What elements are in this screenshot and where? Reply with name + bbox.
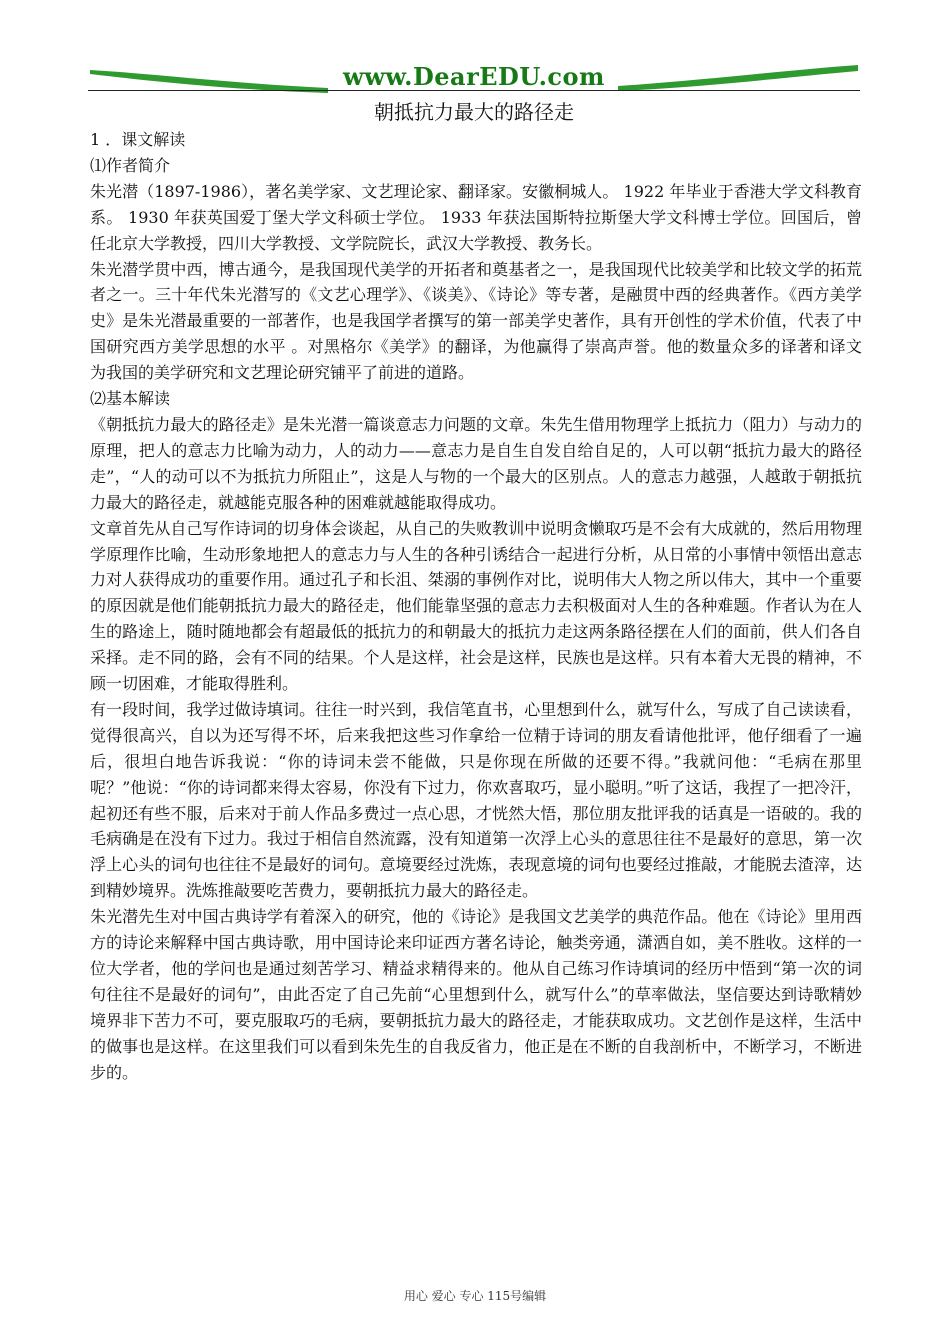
body-paragraph: 朱光潜（1897-1986），著名美学家、文艺理论家、翻译家。安徽桐城人。 1922 年毕业于香港大学文科教育系。 1930 年获英国爱丁堡大学文科硕士学位。 1933 年获法国斯特拉斯堡大学文科博士学位。回国后，曾任北京大学教授，四川大学教授、文学院院长，武汉大学教授、教务长。 [90, 181, 862, 253]
body-paragraph: 《朝抵抗力最大的路径走》是朱光潜一篇谈意志力问题的文章。朱先生借用物理学上抵抗力（阻力）与动力的原理，把人的意志力比喻为动力，人的动力——意志力是自生自发自给自足的，人可以朝“抵抗力最大的路径走”，“人的动可以不为抵抗力所阻止”，这是人与物的一个最大的区别点。人的意志力越强，人越敢于朝抵抗力最大的路径走，就越能克服各种的困难就越能取得成功。 [90, 414, 862, 512]
body-paragraph: 朱光潜先生对中国古典诗学有着深入的研究，他的《诗论》是我国文艺美学的典范作品。他在《诗论》里用西方的诗论来解释中国古典诗歌，用中国诗论来印证西方著名诗论，触类旁通，潇洒自如，美不胜收。这样的一位大学者，他的学问也是通过刻苦学习、精益求精得来的。他从自己练习作诗填词的经历中悟到“第一次的词句往往不是最好的词句”，由此否定了自己先前“心里想到什么，就写什么”的草率做法，坚信要达到诗歌精妙境界非下苦力不可，要克服取巧的毛病，要朝抵抗力最大的路径走，才能获取成功。文艺创作是这样，生活中的做事也是这样。在这里我们可以看到朱先生的自我反省力，他正是在不断的自我剖析中，不断学习，不断进步的。 [90, 907, 862, 1082]
page-footer: 用心 爱心 专心 115号编辑 [403, 1289, 547, 1303]
site-logo-text[interactable]: www.DearEDU.com [343, 62, 605, 91]
document-body [90, 127, 862, 1086]
body-paragraph: 有一段时间，我学过做诗填词。往往一时兴到，我信笔直书，心里想到什么，就写什么，写成了自己读读看，觉得很高兴，自以为还写得不坏，后来我把这些习作拿给一位精于诗词的朋友看请他批评，他仔细看了一遍后，很坦白地告诉我说：“你的诗词未尝不能做，只是你现在所做的还要不得。”我就问他：“毛病在那里呢？”他说：“你的诗词都来得太容易，你没有下过力，你欢喜取巧，显小聪明。”听了这话，我捏了一把冷汗，起初还有些不服，后来对于前人作品多费过一点心思，才恍然大悟，那位朋友批评我的话真是一语破的。我的毛病确是在没有下过力。我过于相信自然流露，没有知道第一次浮上心头的意思往往不是最好的意思，第一次浮上心头的词句也往往不是最好的词句。意境要经过洗炼，表现意境的词句也要经过推敲，才能脱去渣滓，达到精妙境界。洗炼推敲要吃苦费力，要朝抵抗力最大的路径走。 [90, 699, 862, 901]
subsection-heading: ⑴作者简介 [90, 155, 171, 175]
section-heading: 1 ．课文解读 [90, 130, 186, 149]
body-paragraph: 文章首先从自己写作诗词的切身体会谈起，从自己的失败教训中说明贪懒取巧是不会有大成就的，然后用物理学原理作比喻，生动形象地把人的意志力与人生的各种引诱结合一起进行分析，从日常的小事情中领悟出意志力对人获得成功的重要作用。通过孔子和长沮、桀溺的事例作对比，说明伟大人物之所以伟大，其中一个重要的原因就是他们能朝抵抗力最大的路径走，他们能靠坚强的意志力去积极面对人生的各种难题。作者认为在人生的路途上，随时随地都会有超最低的抵抗力的和朝最大的抵抗力走这两条路径摆在人们的面前，供人们各自采择。走不同的路，会有不同的结果。个人是这样，社会是这样，民族也是这样。只有本着大无畏的精神，不顾一切困难，才能取得胜利。 [90, 518, 862, 694]
header-divider [88, 90, 860, 91]
subsection-heading: ⑵基本解读 [90, 389, 171, 409]
body-paragraph: 朱光潜学贯中西，博古通今，是我国现代美学的开拓者和奠基者之一，是我国现代比较美学和比较文学的拓荒者之一。三十年代朱光潜写的《文艺心理学》、《谈美》、《诗论》等专著，是融贯中西的经典著作。《西方美学史》是朱光潜最重要的一部著作，也是我国学者撰写的第一部美学史著作，具有开创性的学术价值，代表了中国研究西方美学思想的水平 。对黑格尔《美学》的翻译，为他赢得了崇高声誉。他的数量众多的译著和译文为我国的美学研究和文艺理论研究铺平了前进的道路。 [90, 259, 862, 383]
document-title: 朝抵抗力最大的路径走 [374, 100, 574, 124]
